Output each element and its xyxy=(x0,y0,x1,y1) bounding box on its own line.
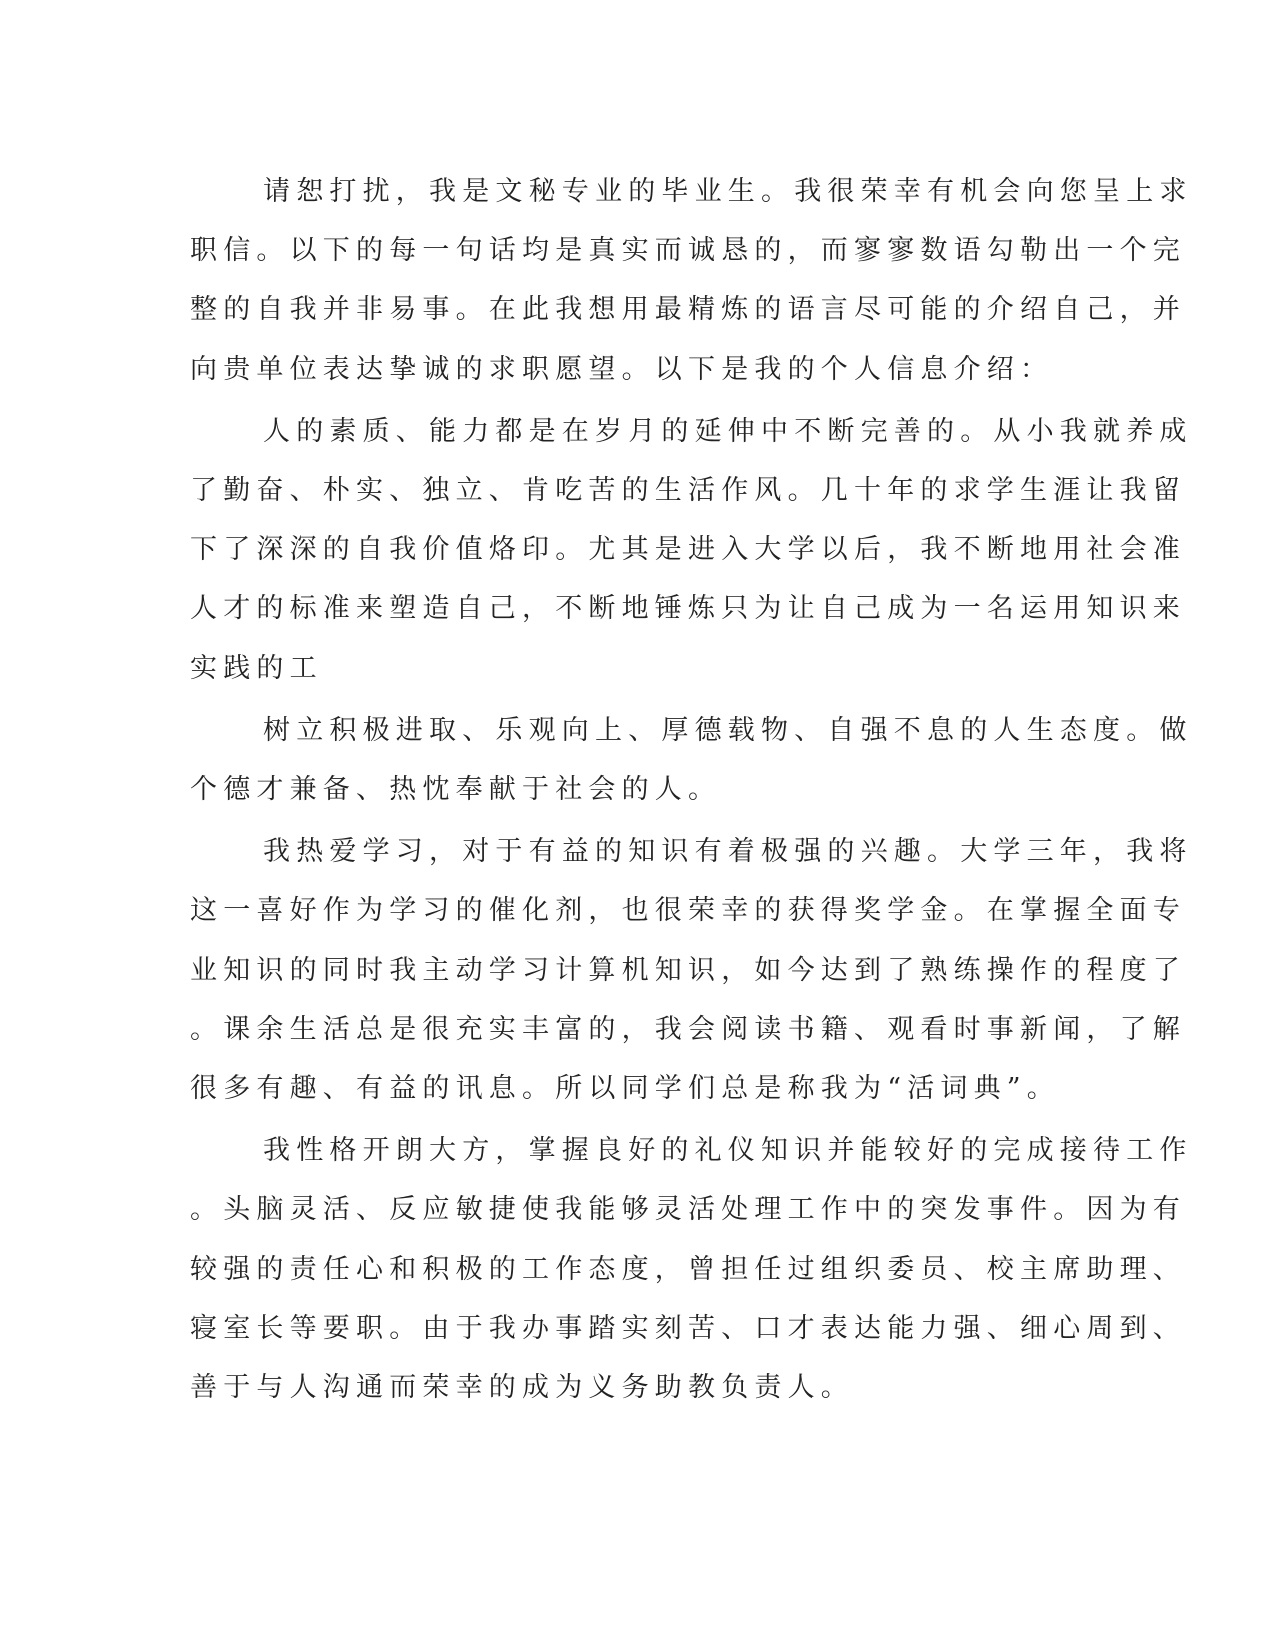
paragraph-line: 向贵单位表达挚诚的求职愿望。以下是我的个人信息介绍： xyxy=(190,353,1054,385)
paragraph-line: 我性格开朗大方，掌握良好的礼仪知识并能较好的完成接待工作 xyxy=(263,1135,1193,1167)
paragraph-3 xyxy=(190,701,1193,819)
paragraph-1 xyxy=(190,162,1193,399)
paragraph-line: 下了深深的自我价值烙印。尤其是进入大学以后，我不断地用社会准 xyxy=(190,534,1186,566)
paragraph-line: 善于与人沟通而荣幸的成为义务助教负责人。 xyxy=(190,1372,854,1404)
paragraph-line: 寝室长等要职。由于我办事踏实刻苦、口才表达能力强、细心周到、 xyxy=(190,1312,1186,1344)
paragraph-line: 。课余生活总是很充实丰富的，我会阅读书籍、观看时事新闻，了解 xyxy=(190,1013,1186,1045)
paragraph-line: 我热爱学习，对于有益的知识有着极强的兴趣。大学三年，我将 xyxy=(263,836,1193,868)
paragraph-line: 人才的标准来塑造自己，不断地锤炼只为让自己成为一名运用知识来 xyxy=(190,593,1186,625)
paragraph-line: 树立积极进取、乐观向上、厚德载物、自强不息的人生态度。做 xyxy=(263,714,1193,746)
paragraph-line: 个德才兼备、热忱奉献于社会的人。 xyxy=(190,774,722,806)
paragraph-line: 业知识的同时我主动学习计算机知识，如今达到了熟练操作的程度了 xyxy=(190,954,1186,986)
paragraph-line: 职信。以下的每一句话均是真实而诚恳的，而寥寥数语勾勒出一个完 xyxy=(190,235,1186,267)
paragraph-4 xyxy=(190,822,1193,1118)
paragraph-line: 较强的责任心和积极的工作态度，曾担任过组织委员、校主席助理、 xyxy=(190,1253,1186,1285)
paragraph-5 xyxy=(190,1121,1193,1417)
paragraph-line: 很多有趣、有益的讯息。所以同学们总是称我为“活词典”。 xyxy=(190,1073,1061,1105)
paragraph-line: 。头脑灵活、反应敏捷使我能够灵活处理工作中的突发事件。因为有 xyxy=(190,1194,1186,1226)
paragraph-line: 整的自我并非易事。在此我想用最精炼的语言尽可能的介绍自己，并 xyxy=(190,294,1186,326)
letter-body xyxy=(190,162,1193,1420)
paragraph-line: 实践的工 xyxy=(190,652,323,684)
paragraph-2 xyxy=(190,402,1193,698)
paragraph-line: 请恕打扰，我是文秘专业的毕业生。我很荣幸有机会向您呈上求 xyxy=(263,176,1193,207)
paragraph-line: 人的素质、能力都是在岁月的延伸中不断完善的。从小我就养成 xyxy=(263,415,1193,447)
paragraph-line: 这一喜好作为学习的催化剂，也很荣幸的获得奖学金。在掌握全面专 xyxy=(190,895,1186,927)
paragraph-line: 了勤奋、朴实、独立、肯吃苦的生活作风。几十年的求学生涯让我留 xyxy=(190,475,1186,507)
